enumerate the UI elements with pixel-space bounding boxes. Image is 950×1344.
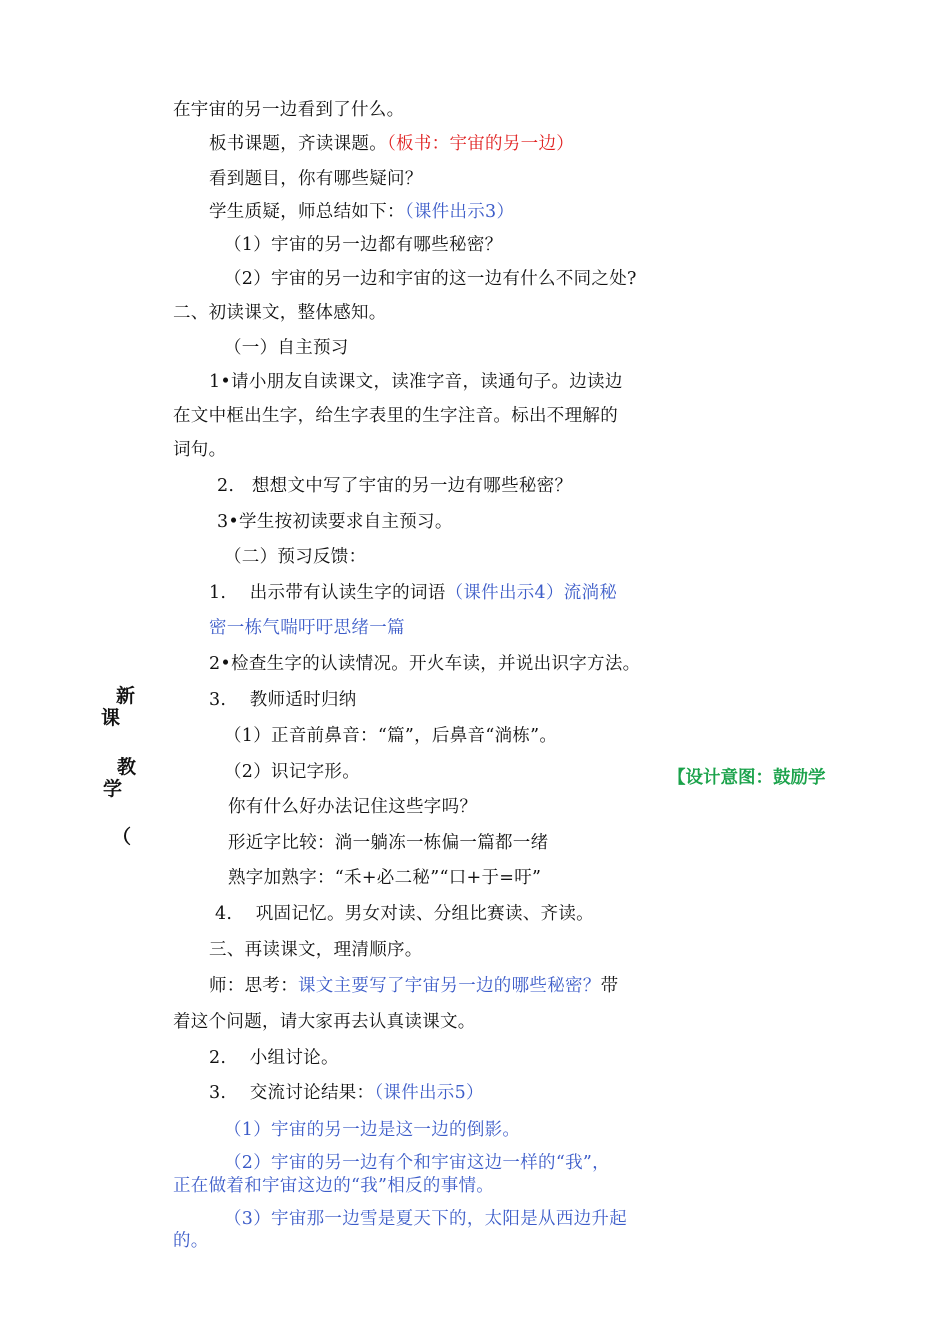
- text-line: [224, 1207, 627, 1231]
- line-text: 在宇宙的另一边看到了什么。: [173, 100, 405, 120]
- line-text: 3. 教师适时归纳: [209, 690, 357, 710]
- line-text: 3•学生按初读要求自主预习。: [217, 512, 453, 532]
- result-text: （2）宇宙的另一边有个和宇宙这边一样的“我”，: [224, 1153, 610, 1173]
- line-text: 师：思考：: [209, 976, 298, 996]
- line-text: （2）识记字形。: [224, 762, 361, 782]
- line-text: 学生质疑，师总结如下：: [209, 202, 405, 222]
- courseware-note-text: （课件出示5）: [374, 1083, 484, 1103]
- text-line: [224, 233, 502, 257]
- text-line: [224, 1151, 610, 1175]
- text-line: [224, 724, 557, 748]
- result-text: （1）宇宙的另一边是这一边的倒影。: [224, 1120, 521, 1140]
- line-text: （一）自主预习: [224, 338, 349, 358]
- text-line: [224, 267, 637, 291]
- line-text: 2. 小组讨论。: [209, 1048, 339, 1068]
- text-line: [228, 866, 541, 890]
- text-line: [209, 1081, 484, 1105]
- result-text: 正在做着和宇宙这边的“我”相反的事情。: [173, 1176, 495, 1196]
- line-text: 3. 交流讨论结果：: [209, 1083, 375, 1103]
- question-text: 课文主要写了宇宙另一边的哪些秘密？: [298, 976, 601, 996]
- text-line: [217, 474, 572, 498]
- line-text: 2•检查生字的认读情况。开火车读，并说出识字方法。: [209, 654, 641, 674]
- line-text: 熟字加熟字：“禾+必二秘”“口+于=吁”: [228, 868, 542, 888]
- board-note-text: （板书：宇宙的另一边）: [387, 134, 575, 154]
- side-label-char: 教: [117, 756, 137, 778]
- side-label-char: 课: [101, 707, 121, 729]
- line-text: 形近字比较：淌一躺冻一栋偏一篇都一绪: [228, 833, 549, 853]
- text-line: [209, 370, 623, 394]
- text-line: [209, 616, 405, 640]
- text-line: [209, 200, 514, 224]
- side-label-char: 学: [103, 778, 123, 800]
- line-text: 4. 巩固记忆。男女对读、分组比赛读、齐读。: [215, 904, 594, 924]
- design-intent-note: 【设计意图：鼓励学: [668, 768, 826, 788]
- line-text: （2）宇宙的另一边和宇宙的这一边有什么不同之处?: [224, 269, 637, 289]
- side-label-char: 新: [116, 685, 136, 707]
- line-text: 2. 想想文中写了宇宙的另一边有哪些秘密？: [217, 476, 573, 496]
- line-text: 板书课题，齐读课题。: [209, 134, 387, 154]
- text-line: [228, 795, 477, 819]
- text-line: [224, 1118, 520, 1142]
- text-line: [228, 831, 548, 855]
- text-line: [209, 1046, 339, 1070]
- line-text: （1）正音前鼻音：“篇”，后鼻音“淌栋”。: [224, 726, 558, 746]
- text-line: [173, 98, 404, 122]
- text-line: [209, 974, 618, 998]
- subsection-heading: [224, 336, 349, 360]
- line-text: 词句。: [173, 440, 227, 460]
- line-text: （1）宇宙的另一边都有哪些秘密？: [224, 235, 503, 255]
- text-line: [209, 688, 357, 712]
- result-text: （3）宇宙那一边雪是夏天下的，太阳是从西边升起: [224, 1209, 628, 1229]
- result-text: 的。: [173, 1231, 209, 1251]
- line-text: 二、初读课文，整体感知。: [173, 303, 387, 323]
- courseware-note-text: （课件出示4）流淌秘: [445, 583, 618, 603]
- section-heading: [209, 938, 423, 962]
- line-text: 带: [600, 976, 619, 996]
- line-text: 1•请小朋友自读课文，读准字音，读通句子。边读边: [209, 372, 623, 392]
- text-line: [209, 652, 640, 676]
- line-text: 1. 出示带有认读生字的词语: [209, 583, 446, 603]
- line-text: 你有什么好办法记住这些字吗？: [228, 797, 478, 817]
- text-line: [209, 581, 617, 605]
- text-line: [173, 1010, 476, 1034]
- text-line: [173, 1229, 209, 1253]
- section-heading: [173, 301, 387, 325]
- subsection-heading: [224, 545, 366, 569]
- line-text: 在文中框出生字，给生字表里的生字注音。标出不理解的: [173, 406, 618, 426]
- text-line: [173, 438, 226, 462]
- text-line: [173, 1174, 494, 1198]
- text-line: [215, 902, 594, 926]
- line-text: 看到题目，你有哪些疑问？: [209, 169, 423, 189]
- line-text: 着这个问题，请大家再去认真读课文。: [173, 1012, 476, 1032]
- text-line: [209, 132, 574, 156]
- text-line: [209, 167, 423, 191]
- side-label-char: （: [112, 826, 132, 848]
- text-line: [224, 760, 360, 784]
- text-line: [173, 404, 618, 428]
- text-line: [217, 510, 453, 534]
- vocabulary-text: 密一栋气喘吁吁思绪一篇: [209, 618, 405, 638]
- courseware-note-text: （课件出示3）: [404, 202, 515, 222]
- line-text: 三、再读课文，理清顺序。: [209, 940, 423, 960]
- line-text: （二）预习反馈：: [224, 547, 367, 567]
